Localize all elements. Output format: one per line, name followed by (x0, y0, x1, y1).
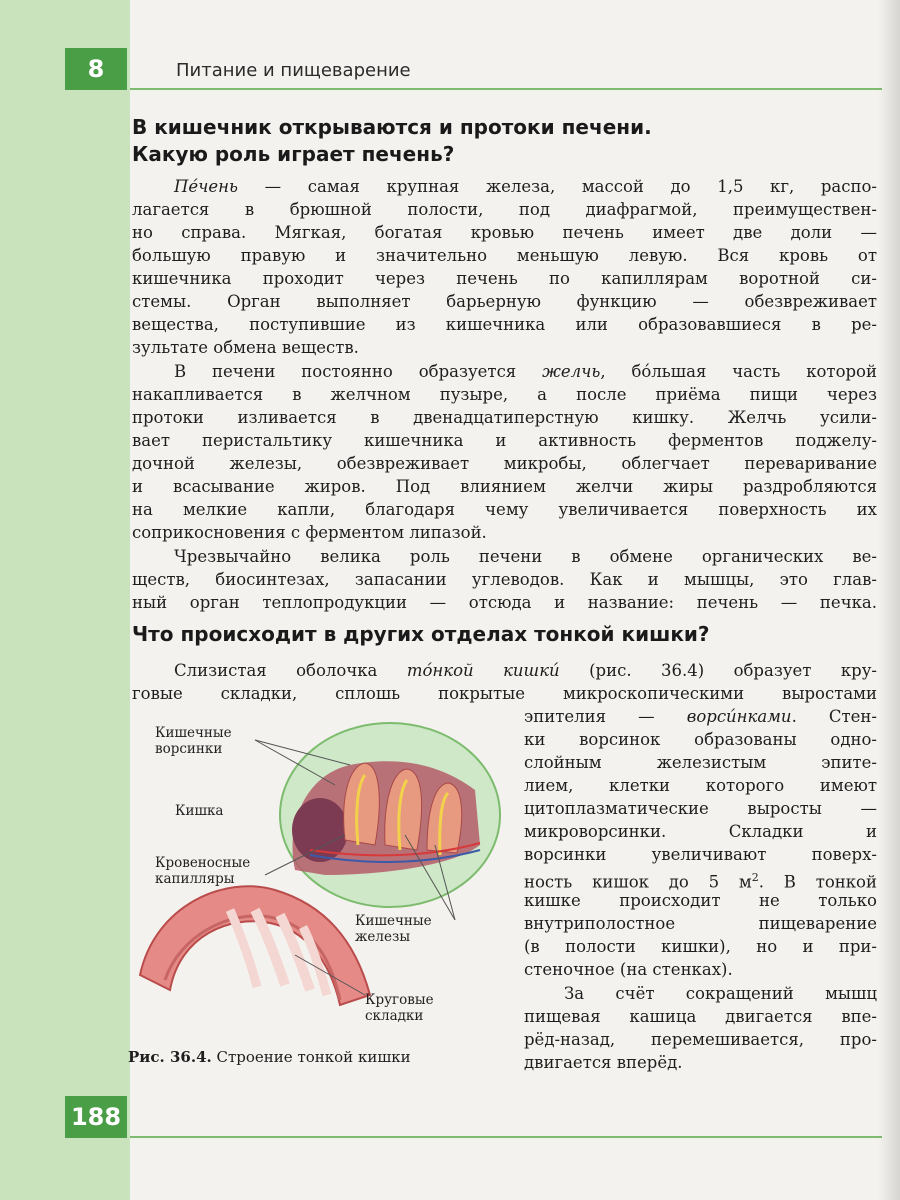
term-villi: ворси́нками (686, 707, 792, 726)
text-line: За счёт сокращений мышц (564, 984, 877, 1003)
text-line: двигается вперёд. (524, 1053, 683, 1072)
text-line: слойным железистым эпите- (524, 753, 877, 772)
label-line: Круговые (365, 992, 434, 1008)
section-heading-small-intestine: Что происходит в других отделах тонкой кишки? (132, 622, 710, 646)
section-heading-liver-1: В кишечник открываются и протоки печени. (132, 115, 652, 139)
text-line: ворсинки увеличивают поверх- (524, 845, 877, 864)
label-intestine: Кишка (175, 803, 224, 819)
text-line: ный орган теплопродукции — отсюда и название: печень — печка. (132, 593, 877, 612)
page-number: 188 (70, 1103, 122, 1131)
text-line: рёд-назад, перемешивается, про- (524, 1030, 877, 1049)
text-line (174, 360, 877, 383)
text-line: вает перистальтику кишечника и активность ферментов поджелу- (132, 431, 877, 450)
page-number-badge (65, 1096, 127, 1138)
caption-text: Строение тонкой кишки (211, 1048, 411, 1066)
text-line: дочной железы, обезвреживает микробы, облегчает переваривание (132, 454, 877, 473)
label-line: складки (365, 1008, 424, 1024)
text-line: кишечника проходит через печень по капиллярам воротной си- (132, 269, 877, 288)
text-span: эпителия — (524, 707, 687, 726)
text-line: накапливается в желчном пузыре, а после приёма пищи через (132, 385, 877, 404)
binding-shadow (878, 0, 900, 1200)
text-line: стемы. Орган выполняет барьерную функцию — обезвреживает (132, 292, 877, 311)
label-line: Кишечные (155, 725, 232, 741)
text-line: стеночное (на стенках). (524, 960, 733, 979)
text-span: — самая крупная железа, массой до 1,5 кг, распо- (238, 177, 877, 196)
chapter-number: 8 (87, 55, 105, 83)
footer-rule (130, 1136, 882, 1138)
section-heading-liver-2: Какую роль играет печень? (132, 142, 455, 166)
text-line: микроворсинки. Складки и (524, 822, 877, 841)
label-circular-folds (365, 992, 434, 1024)
text-line: лием, клетки которого имеют (524, 776, 877, 795)
label-line: железы (355, 929, 411, 945)
text-line: большую правую и значительно меньшую левую. Вся кровь от (132, 246, 877, 265)
label-line: капилляры (155, 871, 235, 887)
text-span: (рис. 36.4) образует кру- (559, 661, 878, 680)
text-line: внутриполостное пищеварение (524, 914, 877, 933)
label-line: ворсинки (155, 741, 223, 757)
text-line: говые складки, сплошь покрытые микроскопическими выростами (132, 684, 877, 703)
page-margin-band (0, 0, 130, 1200)
text-span: Слизистая оболочка (174, 661, 407, 680)
term-liver: Пе́чень (174, 177, 239, 196)
intestinal-lumen (292, 798, 348, 862)
text-span: . Стен- (791, 707, 877, 726)
text-line (524, 705, 877, 728)
text-line: пищевая кашица двигается впе- (524, 1007, 877, 1026)
label-glands (355, 913, 432, 945)
text-span: . В тонкой (758, 872, 877, 892)
text-line: (в полости кишки), но и при- (524, 937, 877, 956)
text-line: протоки изливается в двенадцатиперстную кишку. Желчь усили- (132, 408, 877, 427)
term-small-intestine: то́нкой кишки́ (406, 661, 560, 680)
label-capillaries (155, 855, 250, 887)
term-bile: желчь (542, 362, 601, 381)
text-line: ки ворсинок образованы одно- (524, 730, 877, 749)
text-line: но справа. Мягкая, богатая кровью печень имеет две доли — (132, 223, 877, 242)
text-line: и всасывание жиров. Под влиянием желчи жиры раздробляются (132, 477, 877, 496)
label-line: Кишечные (355, 913, 432, 929)
text-line: вещества, поступившие из кишечника или образовавшиеся в ре- (132, 315, 877, 334)
text-line: зультате обмена веществ. (132, 338, 359, 357)
text-span: , бо́льшая часть которой (600, 362, 877, 381)
text-line: Чрезвычайно велика роль печени в обмене органических ве- (174, 547, 877, 566)
text-line: ществ, биосинтезах, запасании углеводов. Как и мышцы, это глав- (132, 570, 877, 589)
text-line: соприкосновения с ферментом липазой. (132, 523, 487, 542)
label-villi (155, 725, 232, 757)
figure-small-intestine (135, 705, 515, 1035)
text-line (174, 659, 877, 682)
chapter-title: Питание и пищеварение (176, 60, 411, 81)
chapter-number-badge (65, 48, 127, 90)
text-span: ность кишок до 5 м (524, 872, 752, 892)
text-line: кишке происходит не только (524, 891, 877, 910)
superscript: 2 (751, 871, 759, 884)
text-line (174, 175, 877, 198)
caption-number: Рис. 36.4. (128, 1048, 212, 1066)
text-line: на мелкие капли, благодаря чему увеличивается поверхность их (132, 500, 877, 519)
text-span: В печени постоянно образуется (174, 362, 543, 381)
header-rule (130, 88, 882, 90)
text-line: цитоплазматические выросты — (524, 799, 877, 818)
label-line: Кровеносные (155, 855, 251, 871)
text-line: лагается в брюшной полости, под диафрагмой, преимуществен- (132, 200, 877, 219)
figure-caption (128, 1048, 411, 1066)
